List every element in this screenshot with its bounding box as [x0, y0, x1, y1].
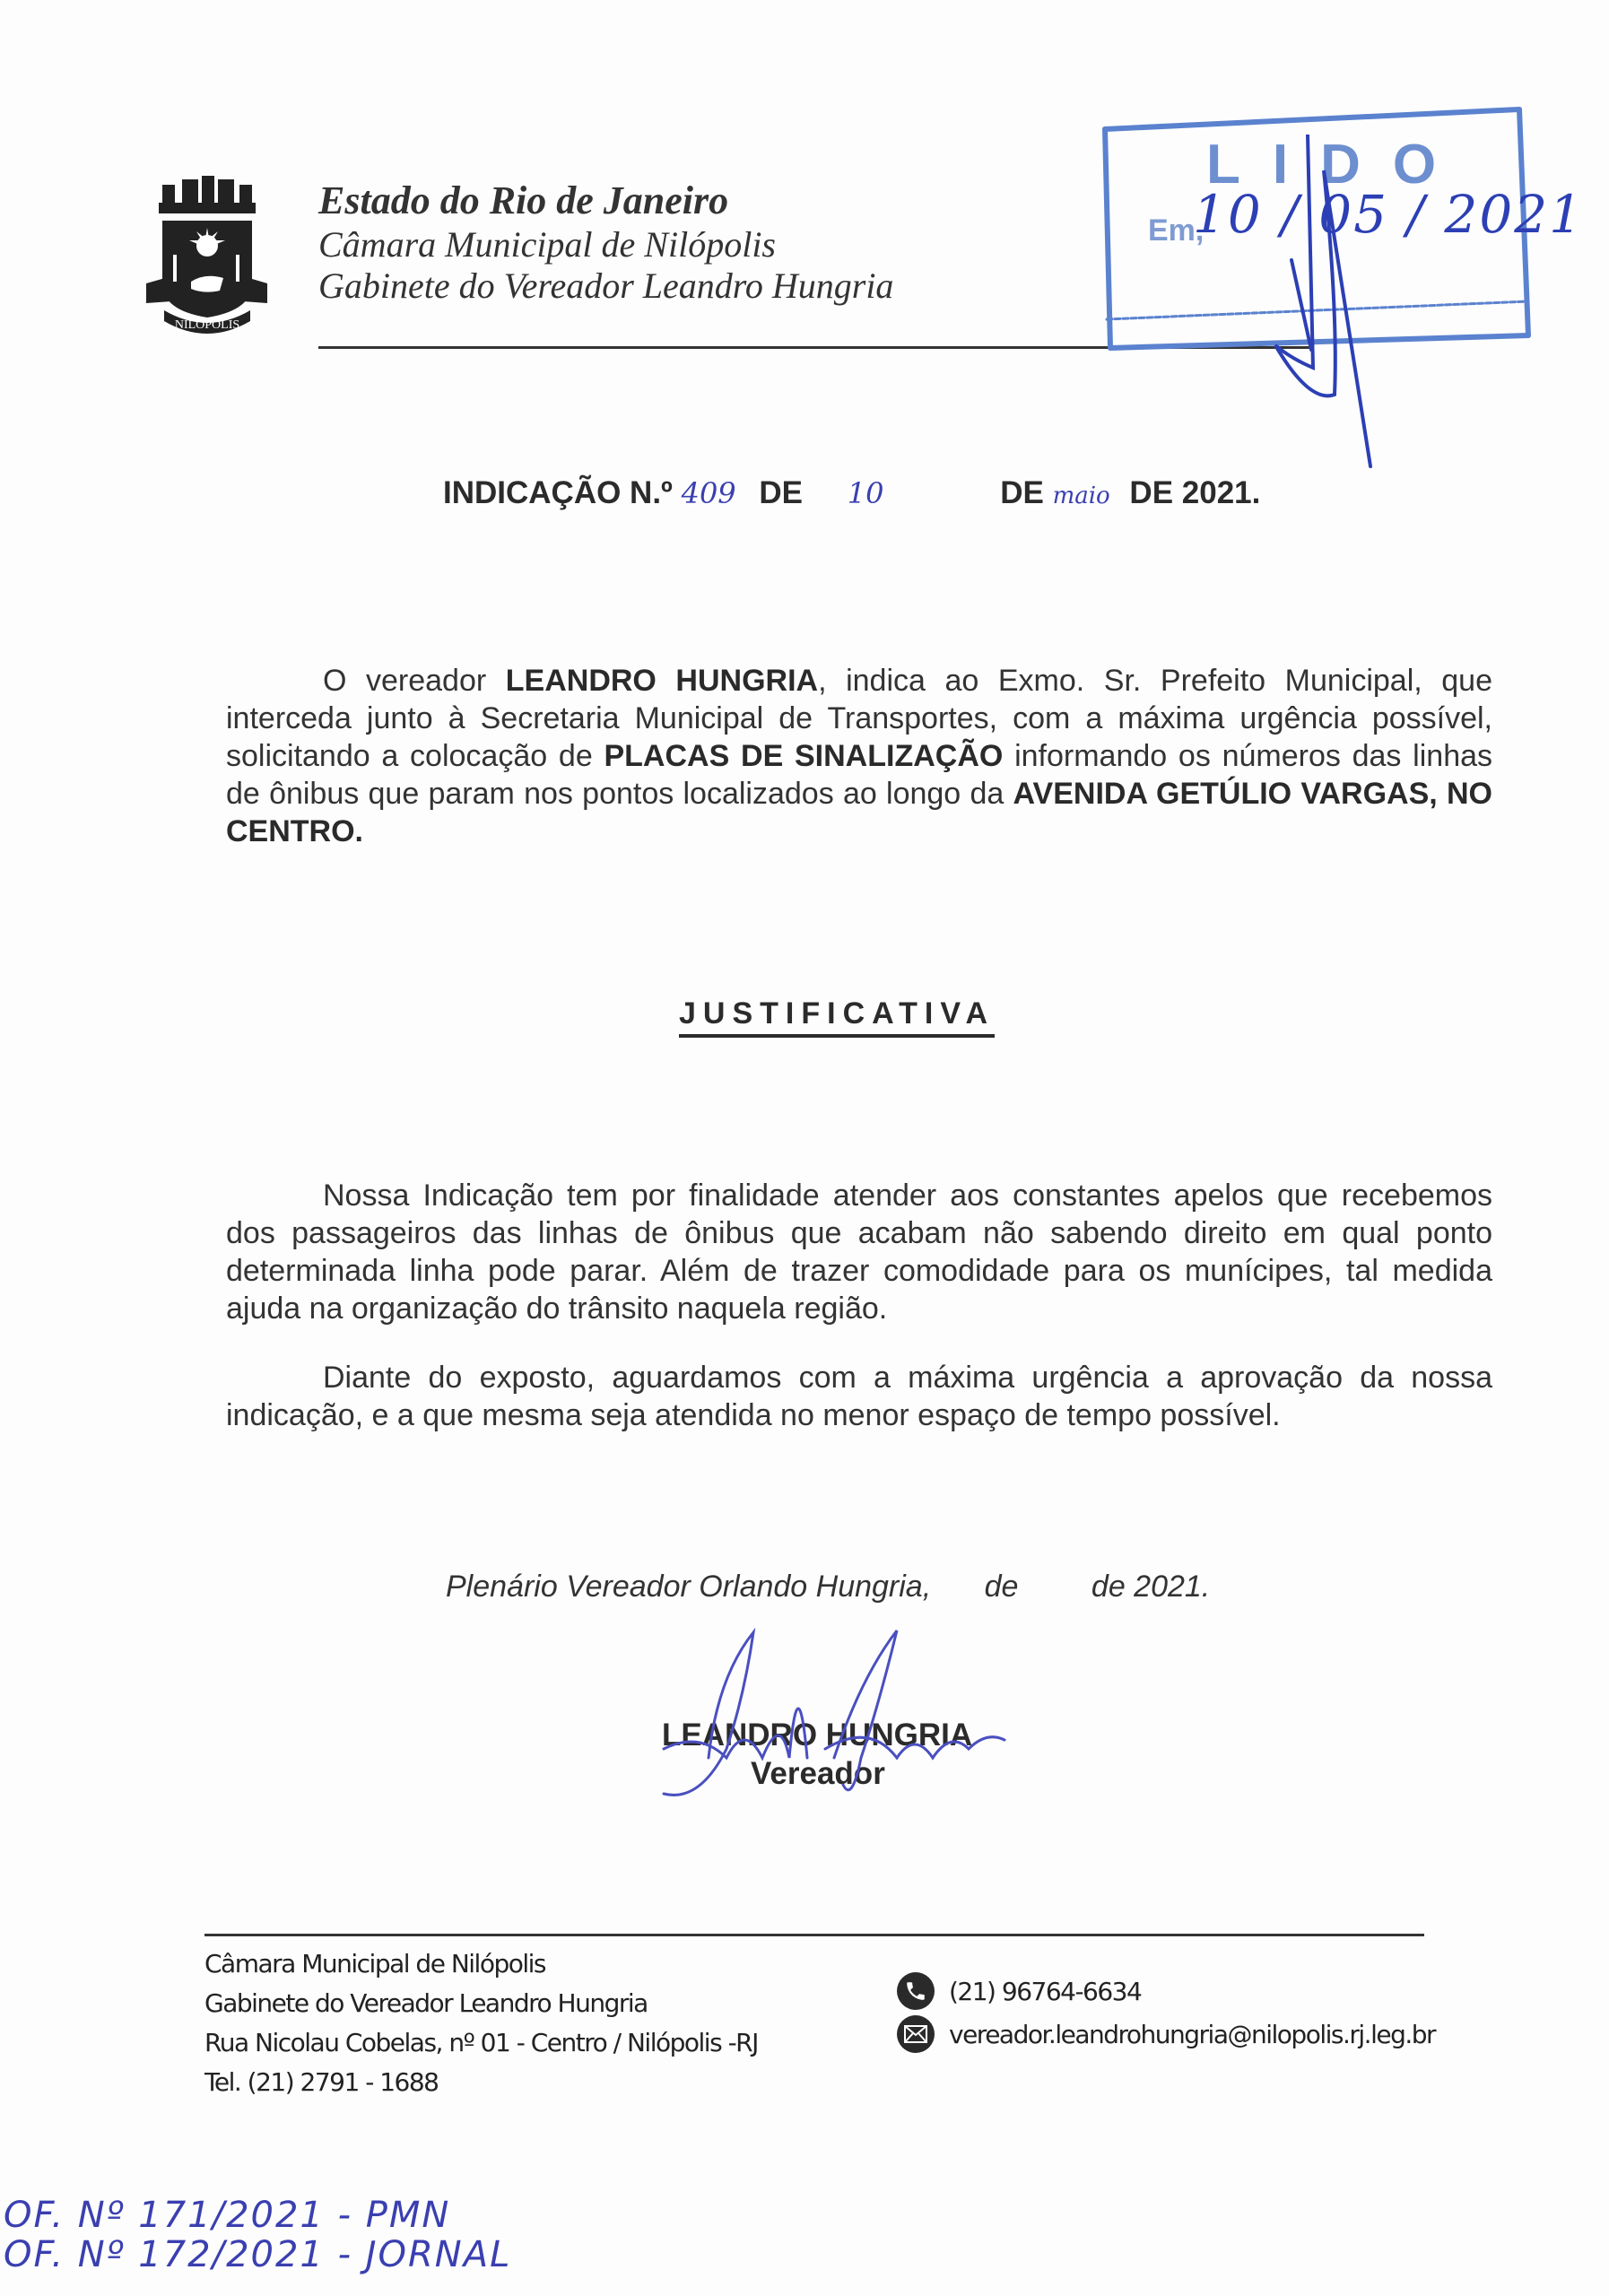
- closing-de: de: [984, 1570, 1019, 1604]
- signer-role: Vereador: [751, 1756, 885, 1791]
- whatsapp-icon: [897, 1972, 935, 2010]
- footer-office: Gabinete do Vereador Leandro Hungria: [204, 1988, 648, 2018]
- mail-icon: [897, 2015, 935, 2053]
- footer-phone: Tel. (21) 2791 - 1688: [204, 2067, 439, 2097]
- indication-paragraph: [226, 662, 1492, 850]
- annotation-line-1: OF. Nº 171/2021 - PMN: [4, 2195, 451, 2236]
- p1-avenue-emphasis: AVENIDA GETÚLIO VARGAS, NO CENTRO.: [226, 777, 1492, 848]
- letterhead-chamber: Câmara Municipal de Nilópolis: [318, 224, 776, 265]
- footer-whatsapp-row: [897, 1970, 1435, 2013]
- letterhead-state: Estado do Rio de Janeiro: [318, 178, 729, 222]
- stamp-em-label: Em,: [1148, 213, 1205, 248]
- annotation-line-2: OF. Nº 172/2021 - JORNAL: [4, 2234, 512, 2275]
- document-title: [443, 475, 1260, 511]
- closing-place: Plenário Vereador Orlando Hungria,: [446, 1570, 932, 1604]
- footer-whatsapp-number: (21) 96764-6634: [949, 1976, 1142, 2006]
- title-prefix: INDICAÇÃO N.º: [443, 475, 673, 510]
- footer-address-block: [204, 1944, 758, 2102]
- title-day: 10: [847, 476, 884, 510]
- p1-text-c: , indica ao Exmo. Sr. Prefeito Municipal, que interceda junto à Secretaria Municipal de Transportes, com a máxima urgência possível, solicitando a colocação de: [226, 664, 1492, 773]
- stamp-lido-label: LIDO: [1206, 134, 1469, 196]
- title-year: DE 2021.: [1129, 475, 1261, 510]
- justificativa-heading: JUSTIFICATIVA: [679, 996, 995, 1038]
- municipal-crest-logo: [146, 176, 267, 335]
- p1-signage-emphasis: PLACAS DE SINALIZAÇÃO: [604, 739, 1004, 773]
- letterhead: [318, 178, 893, 307]
- justificativa-paragraph-1: Nossa Indicação tem por finalidade atender aos constantes apelos que recebemos dos passageiros das linhas de ônibus que acabam não sabendo direito em qual ponto determinada linha pode parar. Além de trazer comodidade para os munícipes, tal medida ajuda na organização do trânsito naquela região.: [226, 1178, 1492, 1326]
- footer-contacts: [897, 1970, 1435, 2056]
- indication-number: 409: [681, 476, 736, 510]
- footer-chamber: Câmara Municipal de Nilópolis: [204, 1949, 546, 1979]
- stamp-initials-signature: [1256, 135, 1399, 493]
- p1-councilor-name: LEANDRO HUNGRIA: [505, 664, 819, 698]
- stamp-handwritten-date: 10 / 05 / 2021: [1193, 184, 1585, 245]
- crest-text: NILÓPOLIS: [174, 318, 240, 332]
- closing-place-date: [446, 1570, 1210, 1605]
- title-de-1: DE: [759, 475, 804, 510]
- title-de-2: DE: [1000, 475, 1044, 510]
- p1-text-e: informando os números das linhas de ônibus que param nos pontos localizados ao longo da: [226, 739, 1493, 811]
- signer-name: LEANDRO HUNGRIA: [662, 1718, 973, 1752]
- closing-year: de 2021.: [1091, 1570, 1211, 1604]
- p1-text-a: O vereador: [323, 664, 506, 698]
- justificativa-paragraph-2: Diante do exposto, aguardamos com a máxima urgência a aprovação da nossa indicação, e a que mesma seja atendida no menor espaço de tempo possível.: [226, 1361, 1492, 1432]
- footer-divider: [204, 1934, 1424, 1936]
- footer-address: Rua Nicolau Cobelas, nº 01 - Centro / Nilópolis -RJ: [204, 2028, 758, 2057]
- letterhead-office: Gabinete do Vereador Leandro Hungria: [318, 265, 894, 306]
- title-month: maio: [1052, 483, 1110, 509]
- footer-email: vereador.leandrohungria@nilopolis.rj.leg.br: [949, 2019, 1436, 2049]
- handwritten-signature: [646, 1623, 1022, 1803]
- handwritten-annotations: [4, 2196, 511, 2274]
- footer-email-row: [897, 2013, 1435, 2056]
